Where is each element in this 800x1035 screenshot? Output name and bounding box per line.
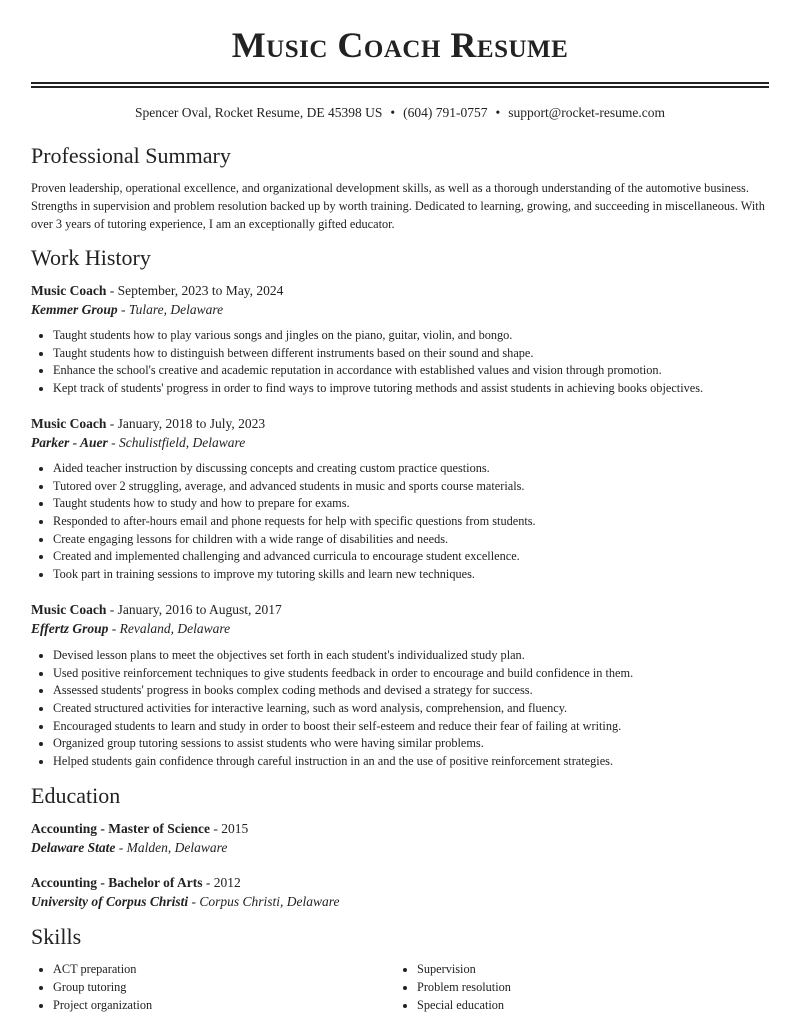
skill-item: • Group tutoring bbox=[53, 978, 152, 996]
duty-item: • Tutored over 2 struggling, average, and advanced students in music and sports course materials. bbox=[53, 478, 536, 496]
employer-location: - Tulare, Delaware bbox=[117, 302, 224, 317]
skill-item: • Problem resolution bbox=[417, 978, 511, 996]
duty-item: • Devised lesson plans to meet the objectives set forth in each student's individualized study plan. bbox=[53, 647, 633, 665]
duty-item: • Assessed students' progress in books complex coding methods and devised a strategy for success. bbox=[53, 682, 633, 700]
job-title: Music Coach bbox=[31, 283, 107, 298]
summary-heading: Professional Summary bbox=[31, 143, 231, 168]
duty-item: • Encouraged students to learn and study in order to boost their self-esteem and reduce their fear of failing at writing. bbox=[53, 718, 633, 736]
degree-line bbox=[31, 875, 241, 891]
duty-item: • Create engaging lessons for children with a wide range of disabilities and needs. bbox=[53, 531, 536, 549]
job-title-line bbox=[31, 283, 283, 299]
employer-location: - Revaland, Delaware bbox=[108, 621, 231, 636]
job-duties-list bbox=[31, 327, 703, 398]
job-dates: - January, 2018 to July, 2023 bbox=[106, 416, 266, 431]
resume-title: Music Coach Resume bbox=[231, 25, 569, 65]
job-title: Music Coach bbox=[31, 602, 107, 617]
employer-line bbox=[31, 435, 245, 451]
skill-item: • Supervision bbox=[417, 960, 511, 978]
employer-name: Kemmer Group bbox=[31, 302, 118, 317]
job-title-line bbox=[31, 602, 282, 618]
duty-item: • Organized group tutoring sessions to assist students who were having similar problems. bbox=[53, 735, 633, 753]
skill-item: • Project organization bbox=[53, 996, 152, 1014]
skills-heading: Skills bbox=[31, 924, 82, 949]
school-line bbox=[31, 840, 227, 856]
employer-name: Parker - Auer bbox=[31, 435, 108, 450]
employer-line bbox=[31, 302, 223, 318]
education-heading: Education bbox=[31, 783, 121, 808]
degree: Accounting - Bachelor of Arts bbox=[31, 875, 203, 890]
summary-text: Proven leadership, operational excellence, and organizational development skills, as well as a thorough understanding of the automotive business. Strengths in supervision and problem resolution backed up by worth training. Dedicated to learning, growing, and succeeding in miscellaneous. With over 3 years of tutoring experience, I am an exceptionally gifted educator. bbox=[31, 181, 765, 231]
duty-item: • Helped students gain confidence through careful instruction in an and the use of positive reinforcement strategies. bbox=[53, 753, 633, 771]
duty-item: • Taught students how to play various songs and jingles on the piano, guitar, violin, and bongo. bbox=[53, 327, 703, 345]
contact-address: Spencer Oval, Rocket Resume, DE 45398 US bbox=[134, 105, 383, 120]
job-dates: - September, 2023 to May, 2024 bbox=[106, 283, 284, 298]
employer-name: Effertz Group bbox=[31, 621, 109, 636]
duty-item: • Kept track of students' progress in order to find ways to improve tutoring methods and assist students in achieving books objectives. bbox=[53, 380, 703, 398]
job-dates: - January, 2016 to August, 2017 bbox=[106, 602, 282, 617]
duty-item: • Used positive reinforcement techniques to give students feedback in order to encourage and build confidence in them. bbox=[53, 665, 633, 683]
work-history-heading: Work History bbox=[31, 245, 151, 270]
school-line bbox=[31, 894, 340, 910]
title-rule-bottom bbox=[31, 86, 769, 88]
degree-year: - 2015 bbox=[209, 821, 249, 836]
contact-line bbox=[0, 105, 800, 121]
skills-list-left bbox=[31, 960, 152, 1014]
contact-separator: • bbox=[495, 105, 501, 120]
school-location: - Corpus Christi, Delaware bbox=[188, 894, 340, 909]
duty-item: • Took part in training sessions to improve my tutoring skills and learn new techniques. bbox=[53, 566, 536, 584]
skill-item: • Special education bbox=[417, 996, 511, 1014]
school-name: Delaware State bbox=[31, 840, 116, 855]
job-title-line bbox=[31, 416, 265, 432]
job-duties-list bbox=[31, 647, 633, 771]
duty-item: • Taught students how to distinguish between different instruments based on their sound and shape. bbox=[53, 345, 703, 363]
contact-email: support@rocket-resume.com bbox=[508, 105, 666, 120]
employer-location: - Schulistfield, Delaware bbox=[107, 435, 246, 450]
skills-list-right bbox=[395, 960, 511, 1014]
title-rule-top bbox=[31, 82, 769, 84]
duty-item: • Created structured activities for interactive learning, such as word analysis, comprehension, and fluency. bbox=[53, 700, 633, 718]
job-title: Music Coach bbox=[31, 416, 107, 431]
degree-year: - 2012 bbox=[202, 875, 241, 890]
employer-line bbox=[31, 621, 230, 637]
degree-line bbox=[31, 821, 248, 837]
contact-separator: • bbox=[390, 105, 396, 120]
skill-item: • ACT preparation bbox=[53, 960, 152, 978]
duty-item: • Aided teacher instruction by discussing concepts and creating custom practice questions. bbox=[53, 460, 536, 478]
duty-item: • Created and implemented challenging and advanced curricula to encourage student excellence. bbox=[53, 548, 536, 566]
contact-phone: (604) 791-0757 bbox=[403, 105, 488, 120]
school-name: University of Corpus Christi bbox=[31, 894, 189, 909]
duty-item: • Responded to after-hours email and phone requests for help with specific questions from students. bbox=[53, 513, 536, 531]
job-duties-list bbox=[31, 460, 536, 584]
duty-item: • Enhance the school's creative and academic reputation in accordance with established values and vision through promotion. bbox=[53, 362, 703, 380]
school-location: - Malden, Delaware bbox=[115, 840, 228, 855]
degree: Accounting - Master of Science bbox=[31, 821, 210, 836]
duty-item: • Taught students how to study and how to prepare for exams. bbox=[53, 495, 536, 513]
